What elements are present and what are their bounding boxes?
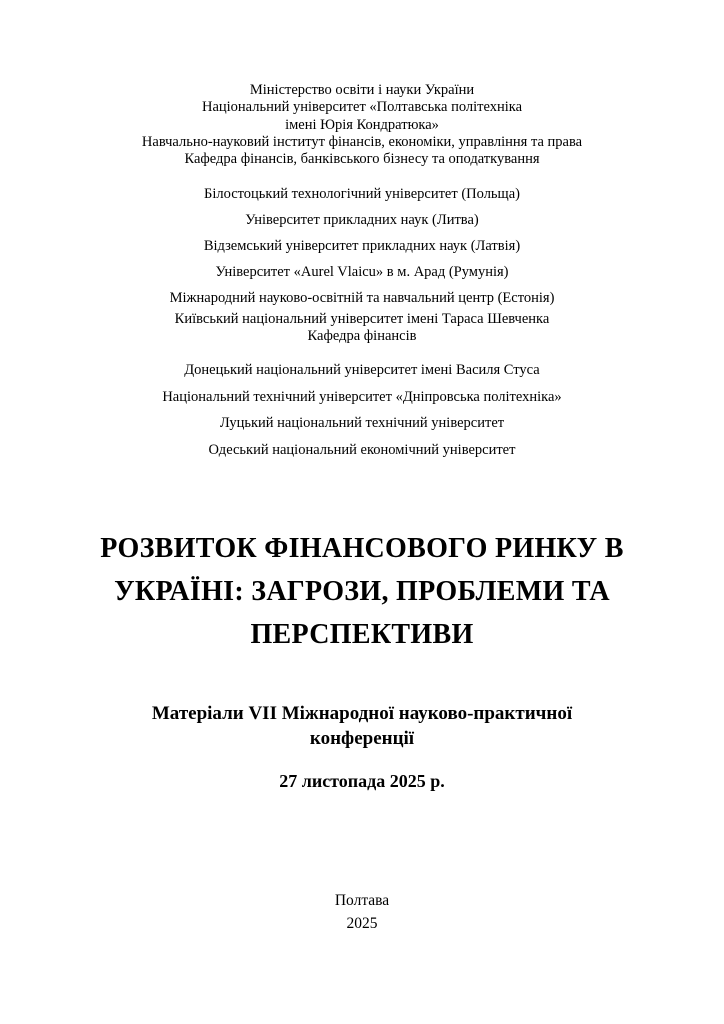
conference-date: 27 листопада 2025 р. xyxy=(279,771,445,791)
conference-title-line: ПЕРСПЕКТИВИ xyxy=(250,619,474,650)
partner-university: Одеський національний економічний університет xyxy=(208,441,516,458)
partner-university: Відземський університет прикладних наук (Латвія) xyxy=(203,238,521,254)
imprint-block xyxy=(4,889,720,935)
ministry-line: Міністерство освіти і науки України xyxy=(249,82,475,98)
host-university-line-2: імені Юрія Кондратюка» xyxy=(285,116,439,133)
partner-university: Університет прикладних наук (Литва) xyxy=(245,212,479,228)
proceedings-subtitle-line: Матеріали VII Міжнародної науково-практичної xyxy=(151,703,573,724)
partner-university: Луцький національний технічний університет xyxy=(219,415,505,431)
partner-university: Національний технічний університет «Дніпровська політехніка» xyxy=(162,388,562,405)
proceedings-subtitle xyxy=(4,702,720,751)
national-partners-list xyxy=(4,362,720,468)
foreign-partners-list xyxy=(4,186,720,316)
partner-university: Білостоцький технологічний університет (Польща) xyxy=(204,186,520,202)
kyiv-department-line: Кафедра фінансів xyxy=(307,328,417,344)
proceedings-subtitle-line: конференції xyxy=(309,727,415,749)
conference-title-line: УКРАЇНІ: ЗАГРОЗИ, ПРОБЛЕМИ ТА xyxy=(114,576,610,607)
partner-university: Університет «Aurel Vlaicu» в м. Арад (Румунія) xyxy=(215,264,509,280)
kyiv-university-line: Київський національний університет імені Тараса Шевченка xyxy=(174,311,550,327)
institute-line: Навчально-науковий інститут фінансів, економіки, управління та права xyxy=(141,133,583,150)
partner-university: Донецький національний університет імені Василя Стуса xyxy=(184,362,540,378)
ministry-header-block xyxy=(4,82,720,168)
conference-title xyxy=(4,527,720,656)
partner-university: Міжнародний науково-освітній та навчальний центр (Естонія) xyxy=(169,290,555,306)
imprint-city: Полтава xyxy=(334,892,390,909)
host-university-line-1: Національний університет «Полтавська політехніка xyxy=(201,99,523,116)
kyiv-university-block xyxy=(4,311,720,345)
conference-title-line: РОЗВИТОК ФІНАНСОВОГО РИНКУ В xyxy=(100,533,624,564)
imprint-year: 2025 xyxy=(346,915,378,932)
department-line: Кафедра фінансів, банківського бізнесу та оподаткування xyxy=(184,151,540,168)
